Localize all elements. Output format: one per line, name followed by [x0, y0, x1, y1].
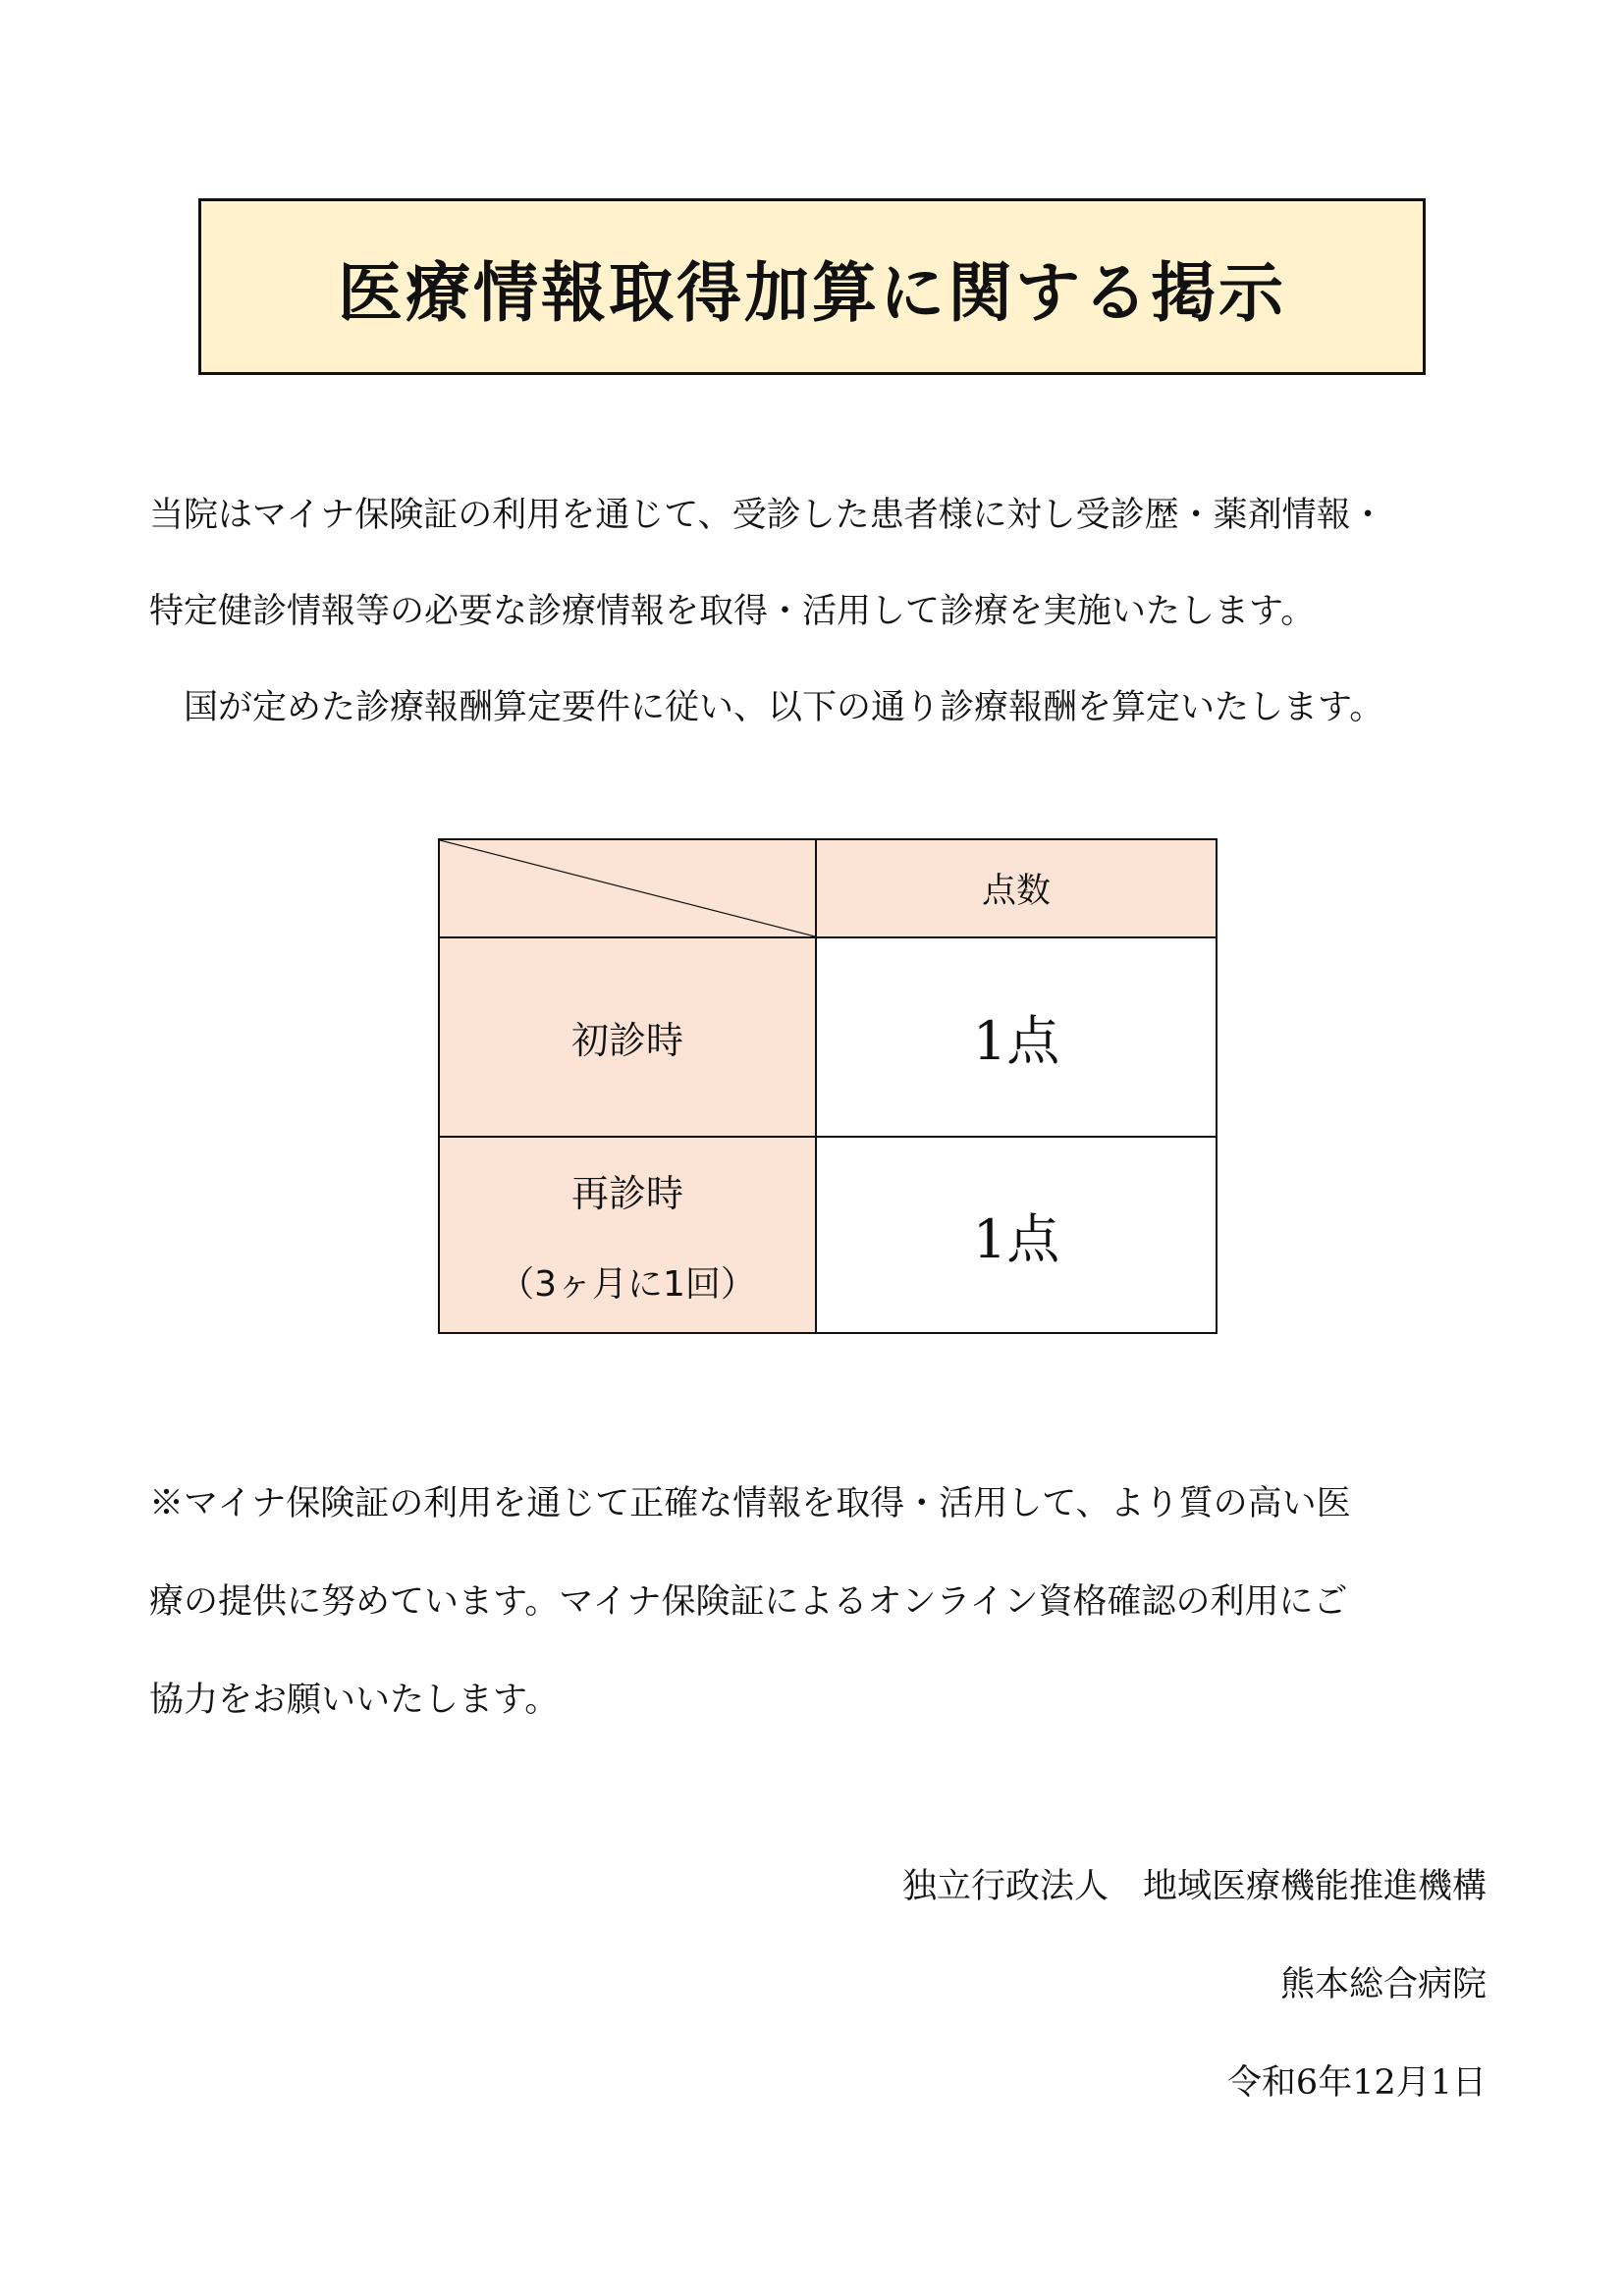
page-title: 医療情報取得加算に関する掲示 [338, 254, 1286, 331]
table-label-cell [439, 1137, 816, 1333]
note-line: 協力をお願いいたします。 [149, 1681, 560, 1720]
revisit-frequency: （3ヶ月に1回） [499, 1264, 756, 1305]
signature-date: 令和6年12月1日 [1226, 2063, 1487, 2103]
intro-line: 国が定めた診療報酬算定要件に従い、以下の通り診療報酬を算定いたします。 [149, 688, 1384, 727]
note-line: ※マイナ保険証の利用を通じて正確な情報を取得・活用して、より質の高い医 [149, 1484, 1351, 1523]
intro-line: 特定健診情報等の必要な診療情報を取得・活用して診療を実施いたします。 [149, 592, 1316, 631]
first-visit-points: 1点 [972, 1010, 1060, 1072]
points-table [438, 838, 1218, 1334]
signature-organization: 独立行政法人 地域医療機能推進機構 [901, 1867, 1487, 1906]
note-paragraph [149, 1455, 1351, 1749]
table-value-cell [816, 1137, 1217, 1333]
intro-paragraph [149, 467, 1385, 756]
table-value-cell [816, 937, 1217, 1137]
points-header: 点数 [982, 872, 1052, 911]
diagonal-line [440, 840, 815, 936]
first-visit-label: 初診時 [571, 1019, 684, 1062]
revisit-label: 再診時 [571, 1172, 684, 1215]
table-row [439, 937, 1217, 1137]
table-header-cell [816, 839, 1217, 937]
signature-hospital: 熊本総合病院 [1279, 1965, 1487, 2004]
table-header-row [439, 839, 1217, 937]
table-row [439, 1137, 1217, 1333]
note-line: 療の提供に努めています。マイナ保険証によるオンライン資格確認の利用にご [149, 1582, 1348, 1622]
title-box [198, 198, 1426, 375]
table-corner-cell [439, 839, 816, 937]
revisit-points: 1点 [972, 1207, 1060, 1270]
table-label-cell [439, 937, 816, 1137]
intro-line: 当院はマイナ保険証の利用を通じて、受診した患者様に対し受診歴・薬剤情報・ [149, 496, 1385, 535]
